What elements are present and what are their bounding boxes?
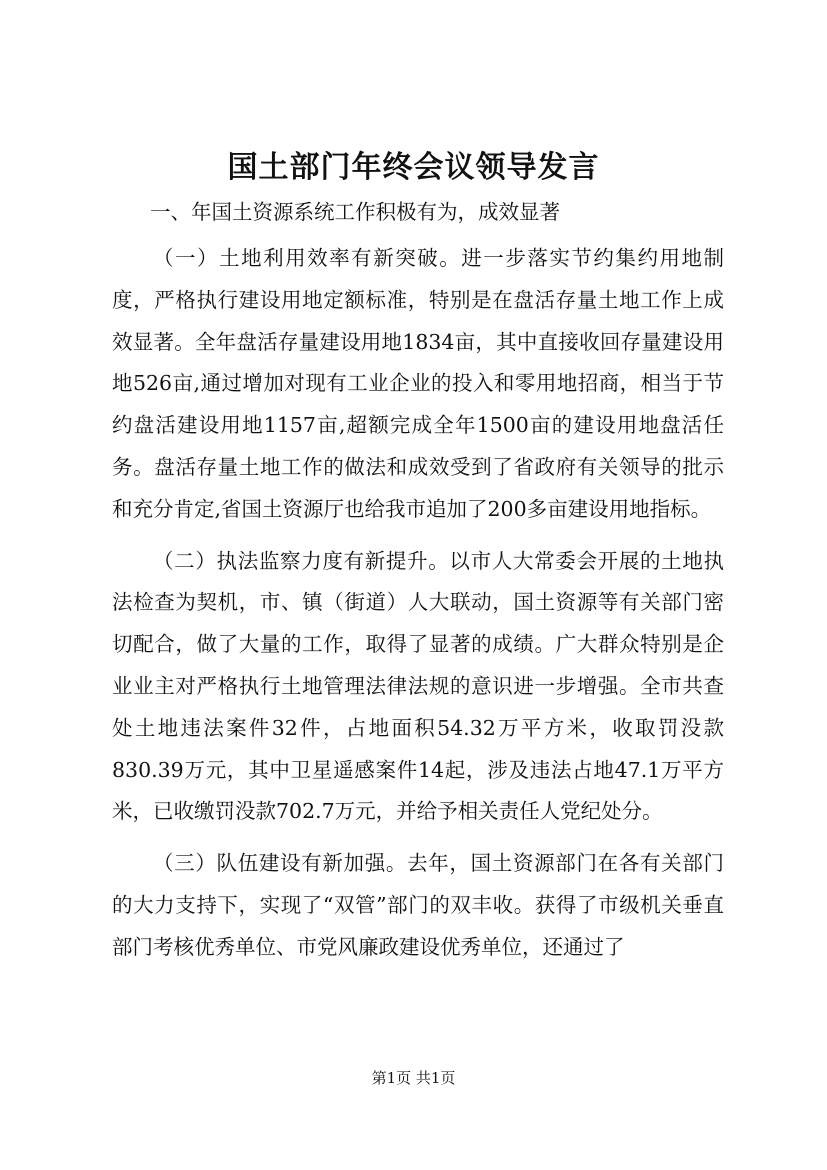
paragraph-land-use: （一）土地利用效率有新突破。进一步落实节约集约用地制度，严格执行建设用地定额标准，特别是在盘活存量土地工作上成效显著。全年盘活存量建设用地1834亩，其中直接收回存量建设用地526亩,通过增加对现有工业企业的投入和零用地招商，相当于节约盘活建设用地1157亩,超额完成全年1500亩的建设用地盘活任务。盘活存量土地工作的做法和成效受到了省政府有关领导的批示和充分肯定,省国土资源厅也给我市追加了200多亩建设用地指标。 bbox=[112, 246, 724, 521]
page-footer: 第1页 共1页 bbox=[371, 1069, 456, 1087]
section-heading: 一、年国土资源系统工作积极有为，成效显著 bbox=[150, 200, 560, 224]
document-body bbox=[112, 198, 724, 969]
paragraph-law-enforcement: （二）执法监察力度有新提升。以市人大常委会开展的土地执法检查为契机，市、镇（街道）人大联动，国土资源等有关部门密切配合，做了大量的工作，取得了显著的成绩。广大群众特别是企业业主对严格执行土地管理法律法规的意识进一步增强。全市共查处土地违法案件32件，占地面积54.32万平方米，收取罚没款830.39万元，其中卫星遥感案件14起，涉及违法占地47.1万平方米，已收缴罚没款702.7万元，并给予相关责任人党纪处分。 bbox=[112, 548, 724, 824]
page-title: 国土部门年终会议领导发言 bbox=[227, 150, 600, 185]
paragraph-team-building: （三）队伍建设有新加强。去年，国土资源部门在各有关部门的大力支持下，实现了“双管”部门的双丰收。获得了市级机关垂直部门考核优秀单位、市党风廉政建设优秀单位，还通过了 bbox=[112, 851, 724, 959]
